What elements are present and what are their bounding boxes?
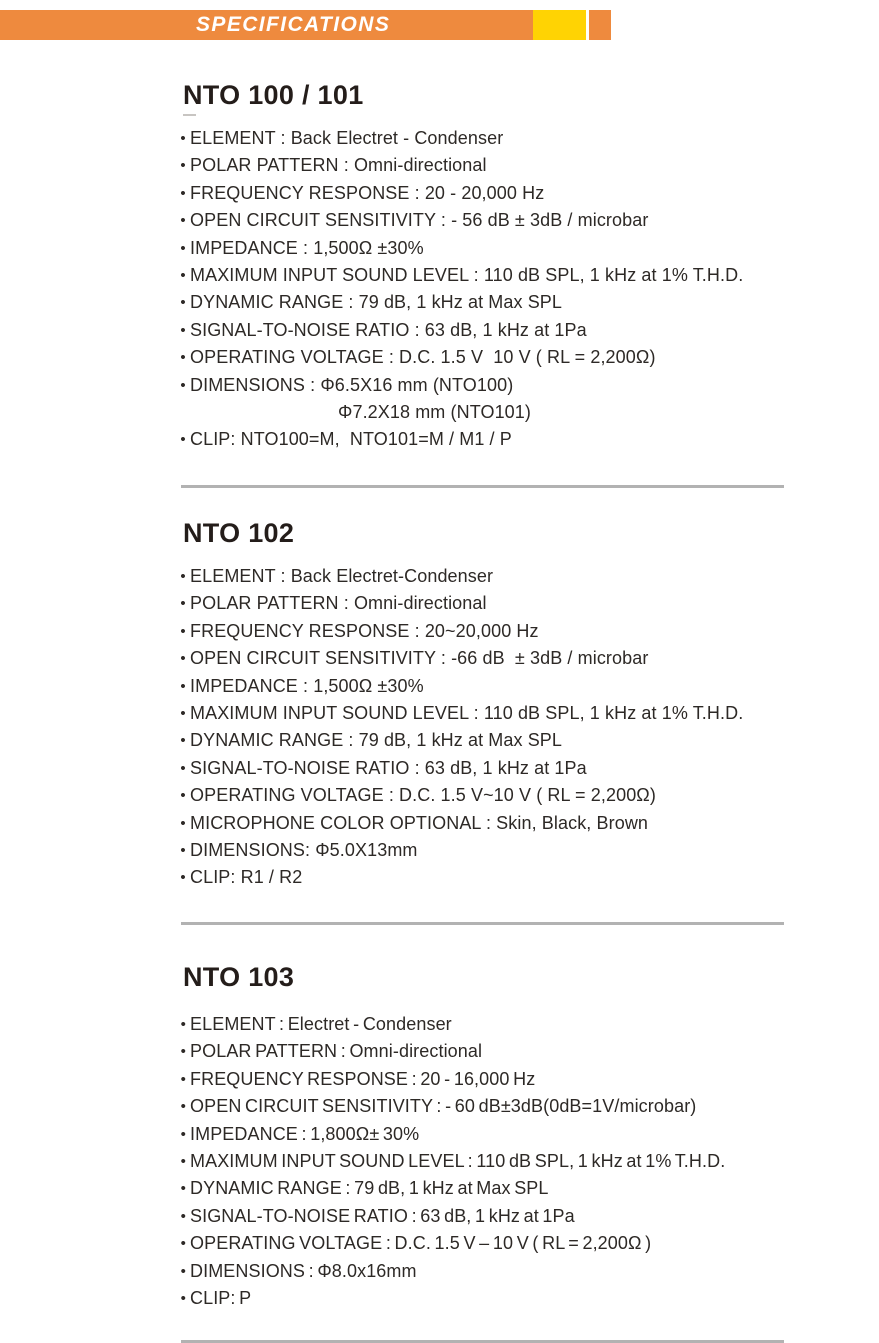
spec-item-text: OPEN CIRCUIT SENSITIVITY : -66 dB ± 3dB / microbar	[190, 648, 649, 669]
spec-item	[0, 618, 879, 645]
spec-item	[0, 207, 879, 234]
spec-item-text: OPERATING VOLTAGE : D.C. 1.5 V – 10 V ( RL = 2,200Ω )	[190, 1233, 652, 1254]
banner-orange-bar	[0, 10, 533, 40]
spec-item-text: IMPEDANCE : 1,800Ω± 30%	[190, 1123, 420, 1144]
spec-item-text: ELEMENT : Back Electret - Condenser	[190, 128, 504, 148]
section-title: NTO 100 / 101	[0, 80, 879, 111]
spec-item-text: MAXIMUM INPUT SOUND LEVEL : 110 dB SPL, 1 kHz at 1% T.H.D.	[190, 703, 744, 724]
bullet-icon: •	[180, 1207, 186, 1225]
spec-item	[0, 1121, 879, 1148]
spec-item-text: DIMENSIONS: Φ5.0X13mm	[190, 840, 418, 861]
spec-item-text: FREQUENCY RESPONSE : 20 - 20,000 Hz	[190, 182, 545, 203]
bullet-icon: •	[180, 759, 186, 777]
spec-item-text: DYNAMIC RANGE : 79 dB, 1 kHz at Max SPL	[190, 730, 563, 751]
section-title: NTO 102	[183, 518, 295, 548]
bullet-icon: •	[180, 349, 186, 367]
spec-item	[0, 727, 879, 754]
spec-section-nto-103	[0, 962, 879, 1312]
bullet-icon: •	[180, 732, 186, 750]
banner-yellow-block	[533, 10, 586, 40]
spec-item-text: DIMENSIONS : Φ8.0x16mm	[190, 1260, 417, 1281]
spec-item	[0, 125, 879, 152]
spec-item	[0, 1258, 879, 1285]
spec-item-text: SIGNAL-TO-NOISE RATIO : 63 dB, 1 kHz at 1Pa	[190, 1205, 575, 1226]
spec-list	[0, 563, 879, 892]
spec-item-text: MICROPHONE COLOR OPTIONAL : Skin, Black, Brown	[190, 812, 649, 833]
bullet-icon: •	[180, 787, 186, 805]
spec-item-text: OPERATING VOLTAGE : D.C. 1.5 V~10 V ( RL = 2,200Ω)	[190, 785, 656, 806]
spec-item	[0, 700, 879, 727]
bullet-icon: •	[180, 814, 186, 832]
spec-item	[0, 426, 879, 453]
spec-item-text: FREQUENCY RESPONSE : 20~20,000 Hz	[190, 620, 539, 641]
spec-item	[0, 837, 879, 864]
bullet-icon: •	[180, 1125, 186, 1143]
spec-item	[0, 1175, 879, 1202]
bullet-icon: •	[180, 239, 186, 257]
spec-item	[0, 782, 879, 809]
bullet-icon: •	[180, 1070, 186, 1088]
bullet-icon: •	[180, 869, 186, 887]
spec-item	[0, 1203, 879, 1230]
spec-item	[0, 1038, 879, 1065]
specifications-banner	[0, 10, 611, 40]
spec-item-text: IMPEDANCE : 1,500Ω ±30%	[190, 675, 424, 696]
spec-item	[0, 152, 879, 179]
spec-item-text: POLAR PATTERN : Omni-directional	[190, 1041, 483, 1062]
spec-list	[0, 125, 879, 454]
spec-item	[0, 755, 879, 782]
spec-item	[0, 372, 879, 399]
spec-item-text: POLAR PATTERN : Omni-directional	[190, 593, 487, 614]
bullet-icon: •	[180, 267, 186, 285]
bullet-icon: •	[180, 130, 186, 147]
bullet-icon: •	[180, 212, 186, 230]
spec-item-text: ELEMENT : Back Electret-Condenser	[190, 566, 494, 586]
spec-item-text: FREQUENCY RESPONSE : 20 - 16,000 Hz	[190, 1068, 536, 1089]
spec-item-text: CLIP: R1 / R2	[190, 867, 303, 888]
spec-item	[0, 645, 879, 672]
spec-item-text: IMPEDANCE : 1,500Ω ±30%	[190, 237, 424, 258]
spec-item	[0, 1148, 879, 1175]
spec-item	[0, 1230, 879, 1257]
spec-item-text: MAXIMUM INPUT SOUND LEVEL : 110 dB SPL, 1 kHz at 1% T.H.D.	[190, 265, 744, 286]
bullet-icon: •	[180, 677, 186, 695]
bullet-icon: •	[180, 705, 186, 723]
spec-item-text: DYNAMIC RANGE : 79 dB, 1 kHz at Max SPL	[190, 292, 563, 313]
spec-item	[0, 344, 879, 371]
spec-item-text: DIMENSIONS : Φ6.5X16 mm (NTO100)	[190, 374, 514, 395]
bullet-icon: •	[180, 157, 186, 175]
section-divider	[181, 922, 784, 925]
spec-item-text: SIGNAL-TO-NOISE RATIO : 63 dB, 1 kHz at 1Pa	[190, 757, 587, 778]
spec-item-text: ELEMENT : Electret - Condenser	[190, 1014, 452, 1034]
spec-item	[0, 235, 879, 262]
section-divider	[181, 485, 784, 488]
spec-item	[0, 1285, 879, 1312]
spec-item-text: DYNAMIC RANGE : 79 dB, 1 kHz at Max SPL	[190, 1178, 549, 1199]
bullet-icon: •	[180, 1043, 186, 1061]
spec-item	[0, 1011, 879, 1038]
spec-item	[0, 673, 879, 700]
spec-item	[0, 864, 879, 891]
spec-item	[0, 399, 879, 426]
bullet-icon: •	[180, 321, 186, 339]
bullet-icon: •	[180, 1180, 186, 1198]
spec-item	[0, 563, 879, 590]
spec-item-text: OPEN CIRCUIT SENSITIVITY : - 56 dB ± 3dB / microbar	[190, 210, 649, 231]
spec-item	[0, 590, 879, 617]
bullet-icon: •	[180, 568, 186, 585]
spec-item-text: MAXIMUM INPUT SOUND LEVEL : 110 dB SPL, 1 kHz at 1% T.H.D.	[190, 1151, 726, 1172]
spec-item-text: POLAR PATTERN : Omni-directional	[190, 155, 487, 176]
page-title: SPECIFICATIONS	[196, 13, 391, 36]
spec-item	[0, 317, 879, 344]
spec-item-text: OPEN CIRCUIT SENSITIVITY : - 60 dB±3dB(0dB=1V/microbar)	[190, 1096, 697, 1117]
spec-section-nto-102	[0, 518, 879, 892]
bullet-icon: •	[180, 1262, 186, 1280]
bullet-icon: •	[180, 622, 186, 640]
bullet-icon: •	[180, 1016, 186, 1033]
section-title: NTO 103	[183, 962, 295, 992]
spec-list	[0, 1011, 879, 1312]
bullet-icon: •	[180, 1290, 186, 1308]
spec-section-nto-100-101	[0, 80, 879, 454]
spec-item-text: SIGNAL-TO-NOISE RATIO : 63 dB, 1 kHz at 1Pa	[190, 319, 587, 340]
bullet-icon: •	[180, 1235, 186, 1253]
bullet-icon: •	[180, 294, 186, 312]
bullet-icon: •	[180, 1153, 186, 1171]
spec-item	[0, 180, 879, 207]
spec-item-text: CLIP: P	[190, 1288, 252, 1309]
spec-item	[0, 289, 879, 316]
spec-item	[0, 1093, 879, 1120]
spec-item	[0, 262, 879, 289]
spec-item-text: CLIP: NTO100=M, NTO101=M / M1 / P	[190, 429, 512, 450]
spec-item	[0, 810, 879, 837]
bullet-icon: •	[180, 184, 186, 202]
spec-item	[0, 1066, 879, 1093]
bullet-icon: •	[180, 431, 186, 449]
bullet-icon: •	[180, 650, 186, 668]
bullet-icon: •	[180, 1098, 186, 1116]
spec-item-text: Φ7.2X18 mm (NTO101)	[338, 402, 531, 423]
banner-accent-block	[589, 10, 611, 40]
bullet-icon: •	[180, 376, 186, 394]
bullet-icon: •	[180, 595, 186, 613]
spec-item-text: OPERATING VOLTAGE : D.C. 1.5 V 10 V ( RL = 2,200Ω)	[190, 347, 656, 368]
bullet-icon: •	[180, 842, 186, 860]
